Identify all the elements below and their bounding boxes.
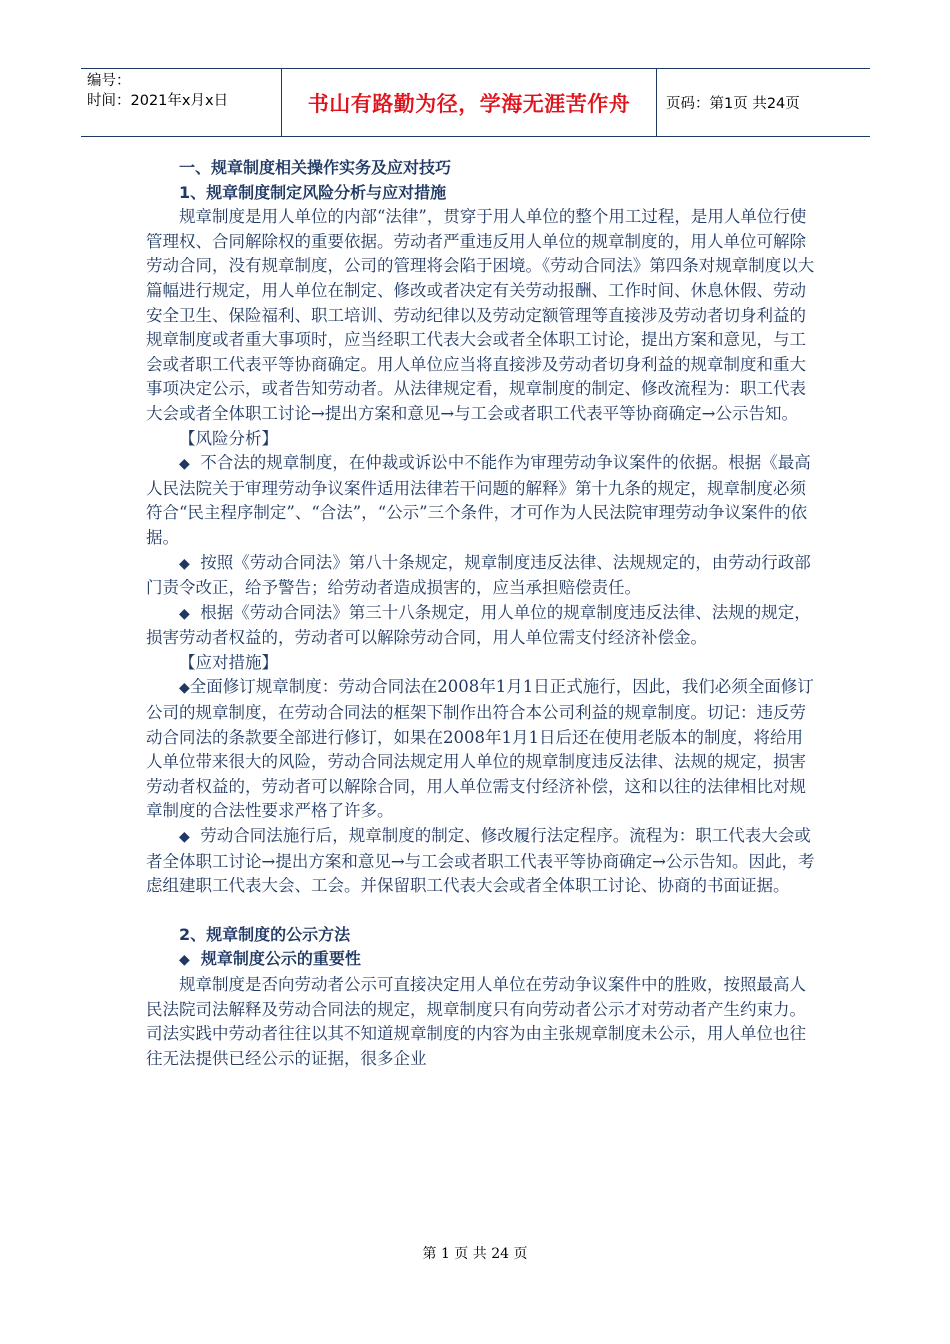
paragraph-publicity: 规章制度是否向劳动者公示可直接决定用人单位在劳动争议案件中的胜败，按照最高人民法院司法解释及劳动合同法的规定，规章制度只有向劳动者公示才对劳动者产生约束力。司法实践中劳动者往往以其不知道规章制度的内容为由主张规章制度未公示，用人单位也往往无法提供已经公示的证据，很多企业 xyxy=(146,975,806,1068)
measure-item-1 xyxy=(146,675,816,824)
risk-item-2 xyxy=(146,551,816,601)
header-motto: 书山有路勤为径，学海无涯苦作舟 xyxy=(282,69,657,136)
risk-item-3 xyxy=(146,601,816,651)
time-label: 时间：2021年x月x日 xyxy=(87,93,229,109)
paragraph-intro: 规章制度是用人单位的内部“法律”，贯穿于用人单位的整个用工过程，是用人单位行使管理权、合同解除权的重要依据。劳动者严重违反用人单位的规章制度的，用人单位可解除劳动合同，没有规章制度，公司的管理将会陷于困境。《劳动合同法》第四条对规章制度以大篇幅进行规定，用人单位在制定、修改或者决定有关劳动报酬、工作时间、休息休假、劳动安全卫生、保险福利、职工培训、劳动纪律以及劳动定额管理等直接涉及劳动者切身利益的规章制度或者重大事项时，应当经职工代表大会或者全体职工讨论，提出方案和意见，与工会或者职工代表平等协商确定。用人单位应当将直接涉及劳动者切身利益的规章制度和重大事项决定公示，或者告知劳动者。从法律规定看，规章制度的制定、修改流程为：职工代表大会或者全体职工讨论→提出方案和意见→与工会或者职工代表平等协商确定→公示告知。 xyxy=(146,207,815,423)
section2-subheading-text: 规章制度公示的重要性 xyxy=(200,949,361,969)
risk-analysis-label: 【风险分析】 xyxy=(179,428,278,448)
diamond-bullet-icon: ◆ xyxy=(179,952,190,969)
document-body xyxy=(146,156,816,1071)
section2-heading: 2、规章制度的公示方法 xyxy=(179,924,351,944)
section1-heading: 1、规章制度制定风险分析与应对措施 xyxy=(179,182,447,202)
diamond-bullet-icon: ◆ xyxy=(179,605,190,622)
number-label: 编号： xyxy=(87,73,131,89)
section2-subheading xyxy=(146,947,816,973)
diamond-bullet-icon: ◆ xyxy=(179,829,190,846)
measure-item-2-text: 劳动合同法施行后，规章制度的制定、修改履行法定程序。流程为：职工代表大会或者全体职工讨论→提出方案和意见→与工会或者职工代表平等协商确定→公示告知。因此，考虑组建职工代表大会、工会。并保留职工代表大会或者全体职工讨论、协商的书面证据。 xyxy=(146,826,815,896)
page-footer: 第 1 页 共 24 页 xyxy=(422,1246,528,1262)
document-title: 一、规章制度相关操作实务及应对技巧 xyxy=(179,158,452,177)
diamond-bullet-icon: ◆ xyxy=(179,555,190,572)
spacer xyxy=(146,899,816,923)
risk-item-2-text: 按照《劳动合同法》第八十条规定，规章制度违反法律、法规规定的，由劳动行政部门责令改正，给予警告；给劳动者造成损害的，应当承担赔偿责任。 xyxy=(146,552,811,598)
header-page-label: 页码：第1页 共24页 xyxy=(666,96,800,112)
risk-item-1 xyxy=(146,451,816,550)
diamond-bullet-icon: ◆ xyxy=(179,456,190,473)
measures-label: 【应对措施】 xyxy=(179,652,278,672)
page-header xyxy=(81,68,870,137)
measure-item-2 xyxy=(146,824,816,899)
measure-item-1-text: 全面修订规章制度：劳动合同法在2008年1月1日正式施行，因此，我们必须全面修订公司的规章制度，在劳动合同法的框架下制作出符合本公司利益的规章制度。切记：违反劳动合同法的条款要全部进行修订，如果在2008年1月1日后还在使用老版本的制度，将给用人单位带来很大的风险，劳动合同法规定用人单位的规章制度违反法律、法规的规定，损害劳动者权益的，劳动者可以解除合同，用人单位需支付经济补偿，这和以往的法律相比对规章制度的合法性要求严格了许多。 xyxy=(146,677,814,821)
risk-item-3-text: 根据《劳动合同法》第三十八条规定，用人单位的规章制度违反法律、法规的规定，损害劳动者权益的，劳动者可以解除劳动合同，用人单位需支付经济补偿金。 xyxy=(146,602,811,648)
diamond-bullet-icon: ◆ xyxy=(179,680,190,697)
risk-item-1-text: 不合法的规章制度，在仲裁或诉讼中不能作为审理劳动争议案件的依据。根据《最高人民法院关于审理劳动争议案件适用法律若干问题的解释》第十九条的规定，规章制度必须符合“民主程序制定”、“合法”，“公示”三个条件，才可作为人民法院审理劳动争议案件的依据。 xyxy=(146,453,811,547)
header-left-cell xyxy=(81,69,282,136)
